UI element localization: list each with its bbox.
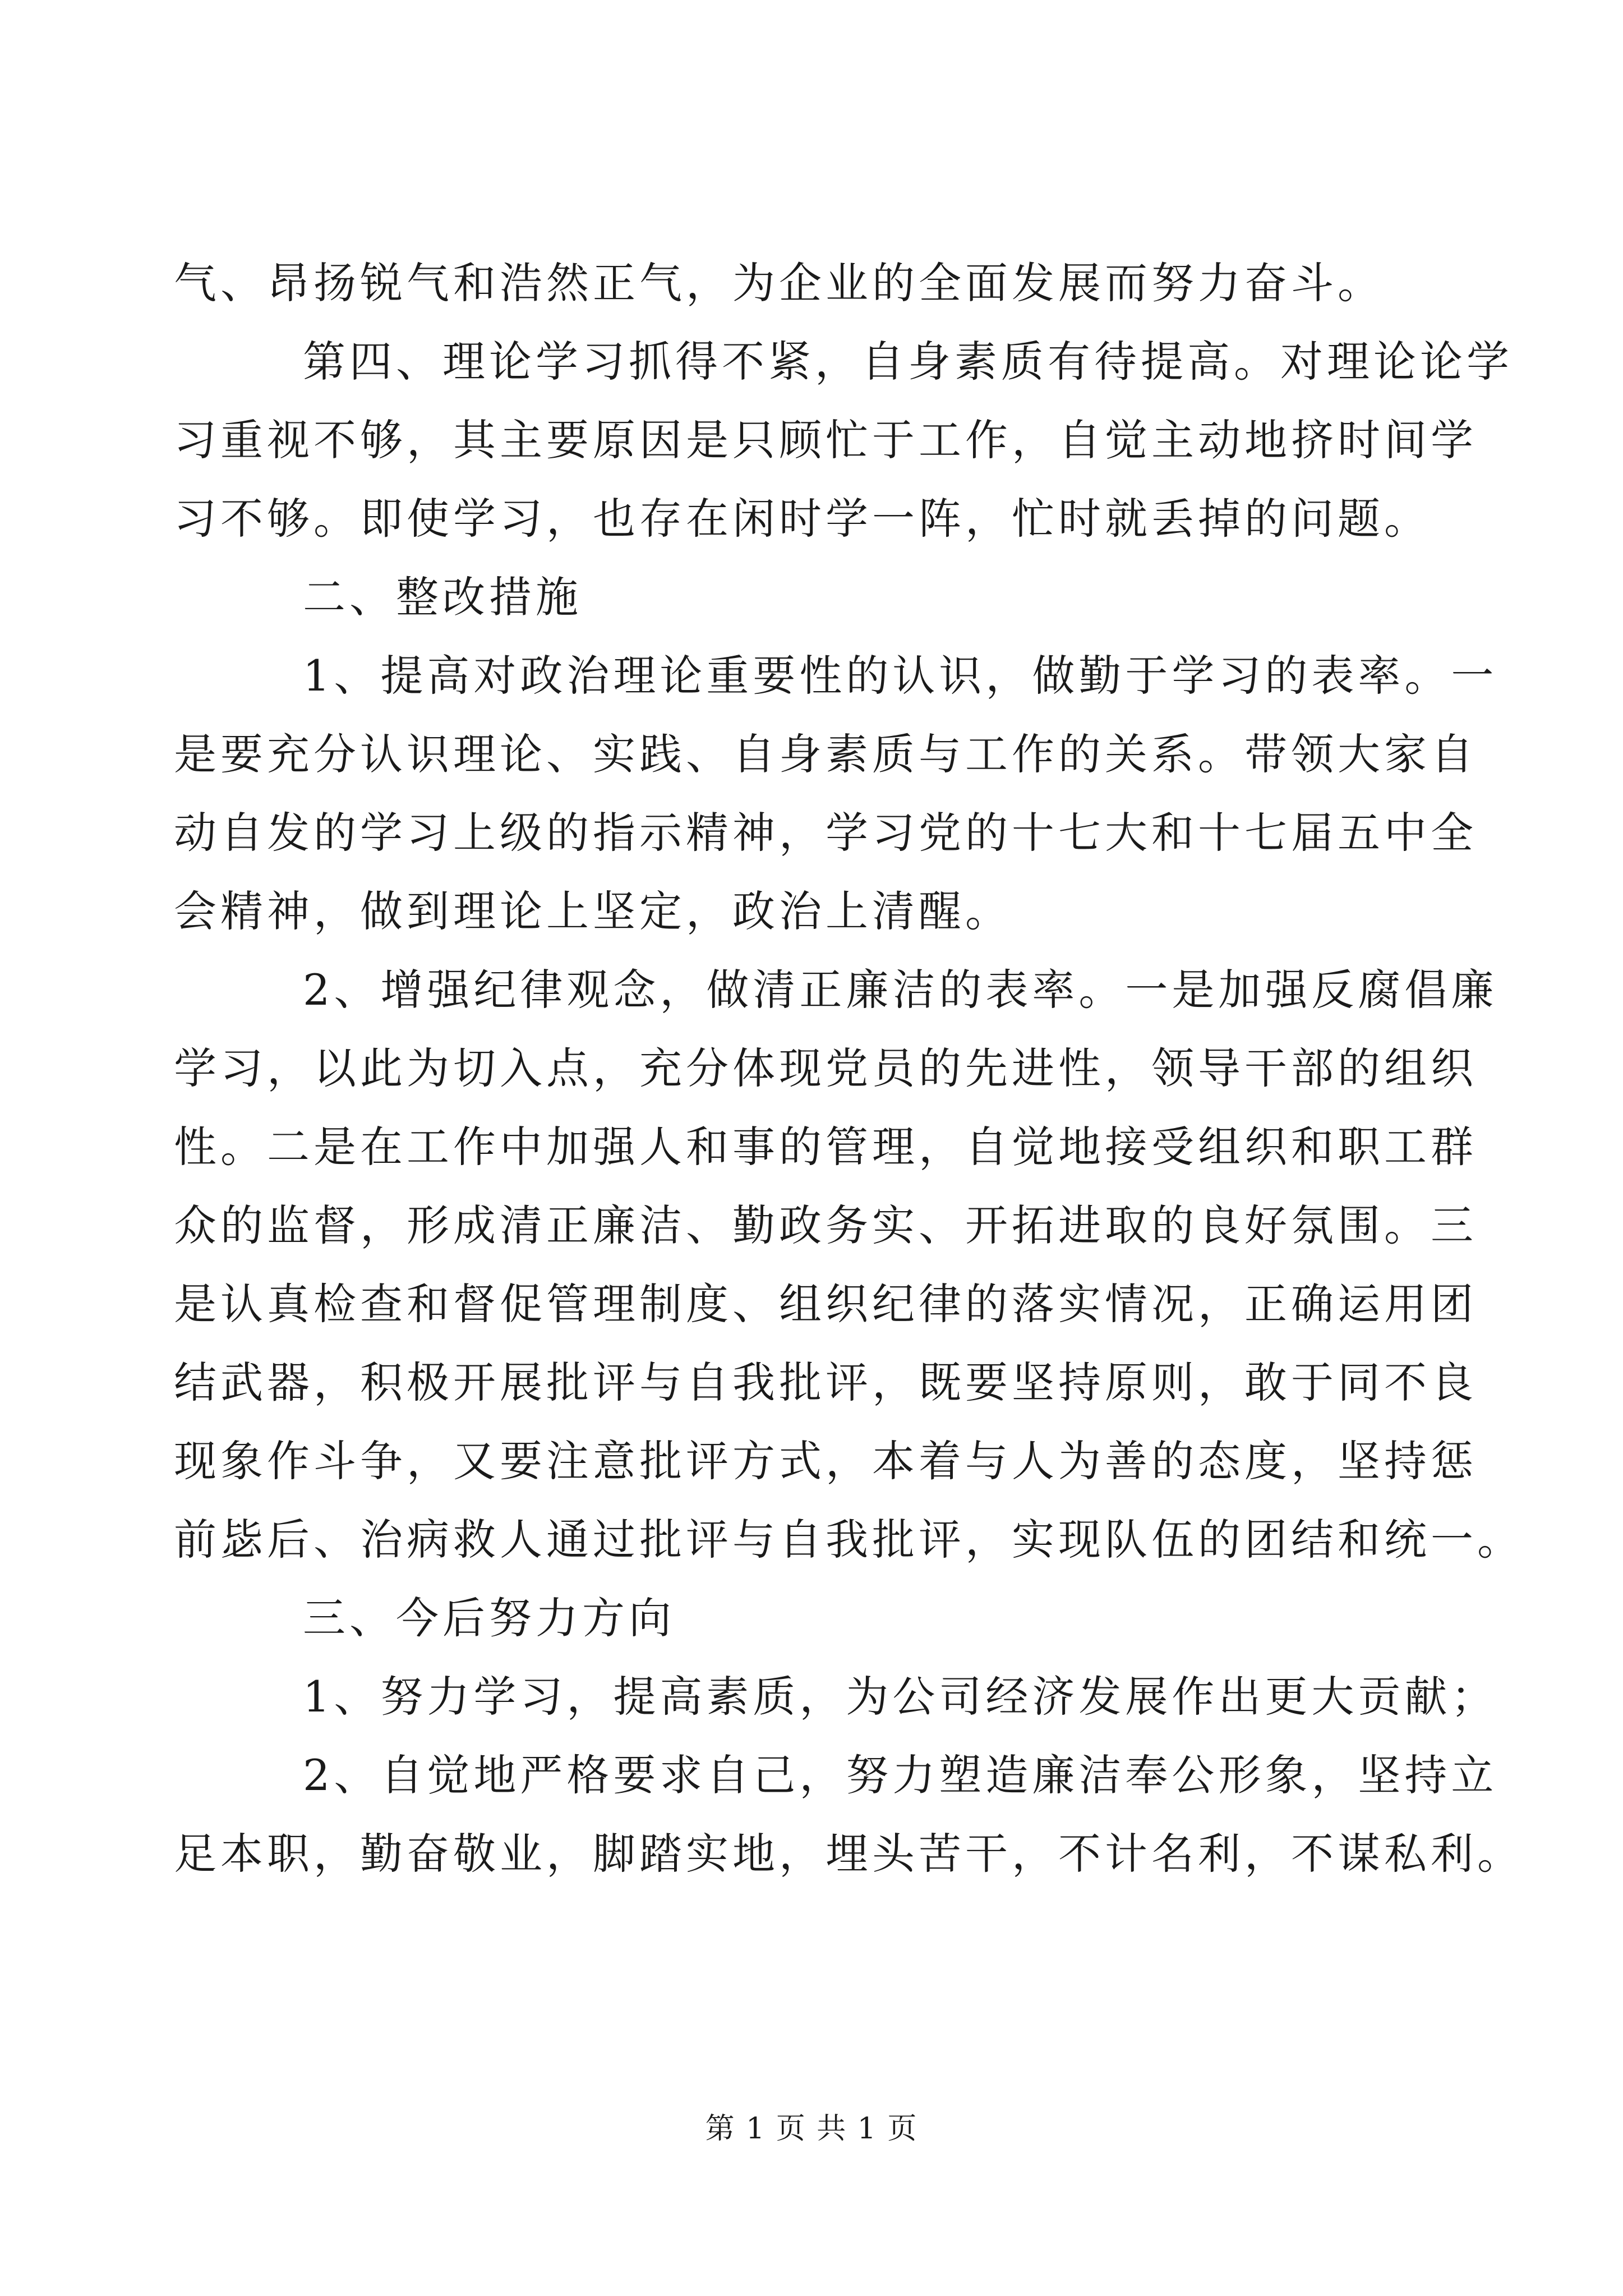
text-line: 现象作斗争，又要注意批评方式，本着与人为善的态度，坚持惩 [174,1436,1477,1486]
text-line: 前毖后、治病救人通过批评与自我批评，实现队伍的团结和统一。 [174,1515,1524,1565]
text-line: 1、提高对政治理论重要性的认识，做勤于学习的表率。一 [303,651,1498,701]
text-line: 第四、理论学习抓得不紧，自身素质有待提高。对理论论学 [303,337,1513,386]
text-line: 结武器，积极开展批评与自我批评，既要坚持原则，敢于同不良 [174,1358,1477,1407]
text-line: 会精神，做到理论上坚定，政治上清醒。 [174,886,1012,936]
document-body [174,244,1524,1893]
text-line: 2、自觉地严格要求自己，努力塑造廉洁奉公形象，坚持立 [303,1750,1498,1800]
text-line: 2、增强纪律观念，做清正廉洁的表率。一是加强反腐倡廉 [303,965,1498,1015]
text-line: 动自发的学习上级的指示精神，学习党的十七大和十七届五中全 [174,808,1477,858]
text-line: 是认真检查和督促管理制度、组织纪律的落实情况，正确运用团 [174,1279,1477,1329]
text-line: 是要充分认识理论、实践、自身素质与工作的关系。带领大家自 [174,729,1477,779]
page-footer [0,2109,1623,2148]
page-number-label: 第 1 页 共 1 页 [705,2112,918,2146]
text-line: 性。二是在工作中加强人和事的管理，自觉地接受组织和职工群 [174,1122,1477,1172]
text-line: 气、昂扬锐气和浩然正气，为企业的全面发展而努力奋斗。 [174,258,1384,308]
section-heading: 三、今后努力方向 [303,1593,675,1643]
text-line: 足本职，勤奋敬业，脚踏实地，埋头苦干，不计名利，不谋私利。 [174,1829,1524,1879]
section-heading: 二、整改措施 [303,572,582,622]
text-line: 学习，以此为切入点，充分体现党员的先进性，领导干部的组织 [174,1043,1477,1093]
text-line: 习不够。即使学习，也存在闲时学一阵，忙时就丢掉的问题。 [174,494,1431,544]
text-line: 1、努力学习，提高素质，为公司经济发展作出更大贡献； [303,1672,1498,1722]
text-line: 习重视不够，其主要原因是只顾忙于工作，自觉主动地挤时间学 [174,415,1477,465]
text-line: 众的监督，形成清正廉洁、勤政务实、开拓进取的良好氛围。三 [174,1200,1477,1250]
